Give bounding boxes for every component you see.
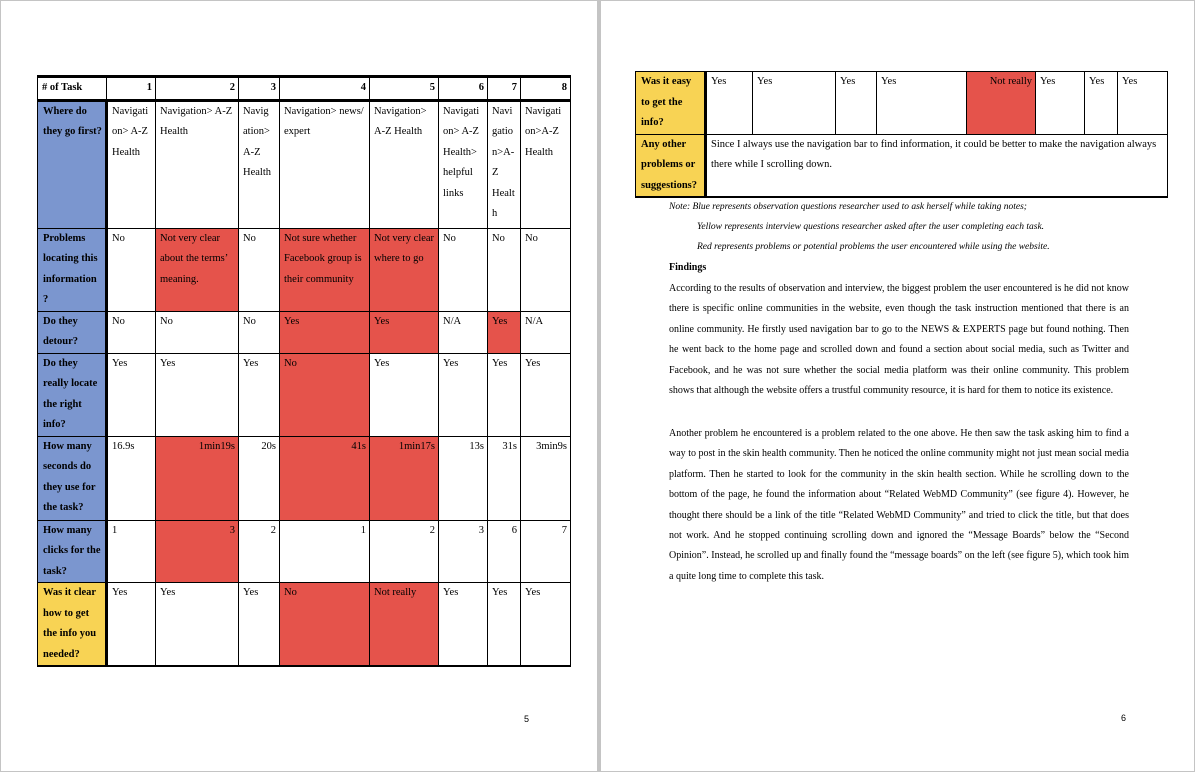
legend-note-blue: Note: Blue represents observation questions researcher used to ask herself while taking notes; (669, 202, 1027, 212)
table-cell: 1 (280, 520, 370, 583)
table-cell: Yes (753, 72, 836, 135)
table-row (38, 100, 571, 228)
table-cell-problem: 41s (280, 436, 370, 520)
table-cell: Yes (239, 583, 280, 667)
table-cell: Navigation> A-Z Health (370, 100, 439, 228)
table-row (636, 134, 1168, 197)
table-cell: 2 (370, 520, 439, 583)
table-cell: Yes (1085, 72, 1118, 135)
table-cell: Navigation> news/ expert (280, 100, 370, 228)
table-cell: No (239, 228, 280, 311)
table-cell: Yes (239, 353, 280, 436)
header-task-number: 8 (521, 77, 571, 101)
table-cell: Yes (439, 583, 488, 667)
document-page-5 (0, 0, 598, 772)
header-task-number: 4 (280, 77, 370, 101)
table-cell: 2 (239, 520, 280, 583)
table-row (636, 72, 1168, 135)
header-task-number: 1 (107, 77, 156, 101)
table-cell-problem: No (280, 583, 370, 667)
table-cell: 3 (439, 520, 488, 583)
table-cell: Yes (1118, 72, 1168, 135)
table-row (38, 436, 571, 520)
table-cell: Yes (488, 583, 521, 667)
table-cell: Yes (370, 353, 439, 436)
table-cell: Yes (107, 353, 156, 436)
table-cell-problem: Yes (488, 311, 521, 353)
table-cell: 1 (107, 520, 156, 583)
findings-heading: Findings (669, 262, 707, 273)
table-row (38, 520, 571, 583)
table-cell: Navig ation> A-Z Health (239, 100, 280, 228)
table-cell: N/A (439, 311, 488, 353)
table-cell: 13s (439, 436, 488, 520)
table-cell-problem: Not really (967, 72, 1036, 135)
table-cell-problem: Yes (280, 311, 370, 353)
row-label: Any other problems or suggestions? (636, 134, 706, 197)
table-cell: No (107, 228, 156, 311)
table-cell: Yes (488, 353, 521, 436)
table-cell: Yes (706, 72, 753, 135)
table-cell: No (107, 311, 156, 353)
table-cell: Navi gatio n>A-Z Healt h (488, 100, 521, 228)
table-cell: Navigati on>A-Z Health (521, 100, 571, 228)
table-cell: 7 (521, 520, 571, 583)
row-label: Was it clear how to get the info you needed? (38, 583, 107, 667)
usability-table-part-2 (635, 71, 1168, 198)
table-cell: No (239, 311, 280, 353)
legend-note-yellow: Yellow represents interview questions researcher asked after the user completing each task. (697, 222, 1045, 232)
page-number: 6 (1121, 713, 1127, 723)
table-cell: Yes (439, 353, 488, 436)
table-cell: 6 (488, 520, 521, 583)
table-cell: 16.9s (107, 436, 156, 520)
table-cell-problem: Not very clear about the terms’ meaning. (156, 228, 239, 311)
table-cell-problem: 1min17s (370, 436, 439, 520)
table-cell-problem: No (280, 353, 370, 436)
table-header-row (38, 77, 571, 101)
row-label: Do they really locate the right info? (38, 353, 107, 436)
table-cell: Yes (1036, 72, 1085, 135)
row-label: Problems locating this information ? (38, 228, 107, 311)
findings-paragraph-2: Another problem he encountered is a problem related to the one above. He then saw the task asking him to find a way to post in the skin health community. Then he noticed the online community might not just mean social media platform. Then he started to look for the community in the skin health section. While he scrolling down to the bottom of the page, he found the information about “Related WebMD Community” (see figure 4). However, he thought there should be a link of the title “Related WebMD Community” and tried to click the title, but that does not work. And he stopped continuing scrolling down and ignored the “Message Boards” below the “Second Opinion”. Instead, he scrolled up and finally found the “message boards” on the left (see figure 5), which took him a quite long time to complete this task. (669, 428, 1129, 582)
table-cell: 31s (488, 436, 521, 520)
table-cell: Yes (156, 583, 239, 667)
table-cell: Navigati on> A-Z Health> helpful links (439, 100, 488, 228)
row-label: Where do they go first? (38, 100, 107, 228)
table-cell: N/A (521, 311, 571, 353)
table-cell-problem: 1min19s (156, 436, 239, 520)
table-row (38, 583, 571, 667)
table-cell-problem: Yes (370, 311, 439, 353)
row-label: How many clicks for the task? (38, 520, 107, 583)
table-cell: No (521, 228, 571, 311)
table-cell: Yes (107, 583, 156, 667)
table-cell-problem: 3 (156, 520, 239, 583)
table-row (38, 311, 571, 353)
table-cell: Yes (836, 72, 877, 135)
table-cell: Yes (156, 353, 239, 436)
table-cell: Yes (521, 583, 571, 667)
table-row (38, 228, 571, 311)
table-cell: No (439, 228, 488, 311)
table-cell: 3min9s (521, 436, 571, 520)
row-label: Was it easy to get the info? (636, 72, 706, 135)
legend-note-red: Red represents problems or potential problems the user encountered while using the website. (697, 242, 1050, 252)
header-task-number: 7 (488, 77, 521, 101)
table-cell: No (488, 228, 521, 311)
row-label: How many seconds do they use for the task? (38, 436, 107, 520)
table-cell: Navigati on> A-Z Health (107, 100, 156, 228)
table-cell: 20s (239, 436, 280, 520)
table-cell: No (156, 311, 239, 353)
table-cell-problem: Not really (370, 583, 439, 667)
table-cell: Yes (877, 72, 967, 135)
table-cell: Yes (521, 353, 571, 436)
header-task-number: 2 (156, 77, 239, 101)
page-number: 5 (524, 714, 530, 724)
table-cell-problem: Not very clear where to go (370, 228, 439, 311)
header-task-number: 6 (439, 77, 488, 101)
header-task-number: 3 (239, 77, 280, 101)
row-label: Do they detour? (38, 311, 107, 353)
usability-table-part-1 (37, 75, 571, 667)
table-cell: Navigation> A-Z Health (156, 100, 239, 228)
header-task-number: 5 (370, 77, 439, 101)
findings-paragraph-1: According to the results of observation and interview, the biggest problem the user encountered is he did not know there is specific online communities in the website, even though the task instruction mentioned that there is an online community. He firstly used navigation bar to go to the NEWS & EXPERTS page but found nothing. Then he went back to the home page and scrolled down and found a section about social media, such as Twitter and Facebook, and he was not sure whether the social media platform was their online community. This problem shows that although the website offers a trustful community resource, it is hard for them to notice its existence. (669, 283, 1129, 397)
table-row (38, 353, 571, 436)
table-cell-problem: Not sure whether Facebook group is their community (280, 228, 370, 311)
table-cell-merged: Since I always use the navigation bar to find information, it could be better to make the navigation always there while I scrolling down. (706, 134, 1168, 197)
header-label: # of Task (38, 77, 107, 101)
